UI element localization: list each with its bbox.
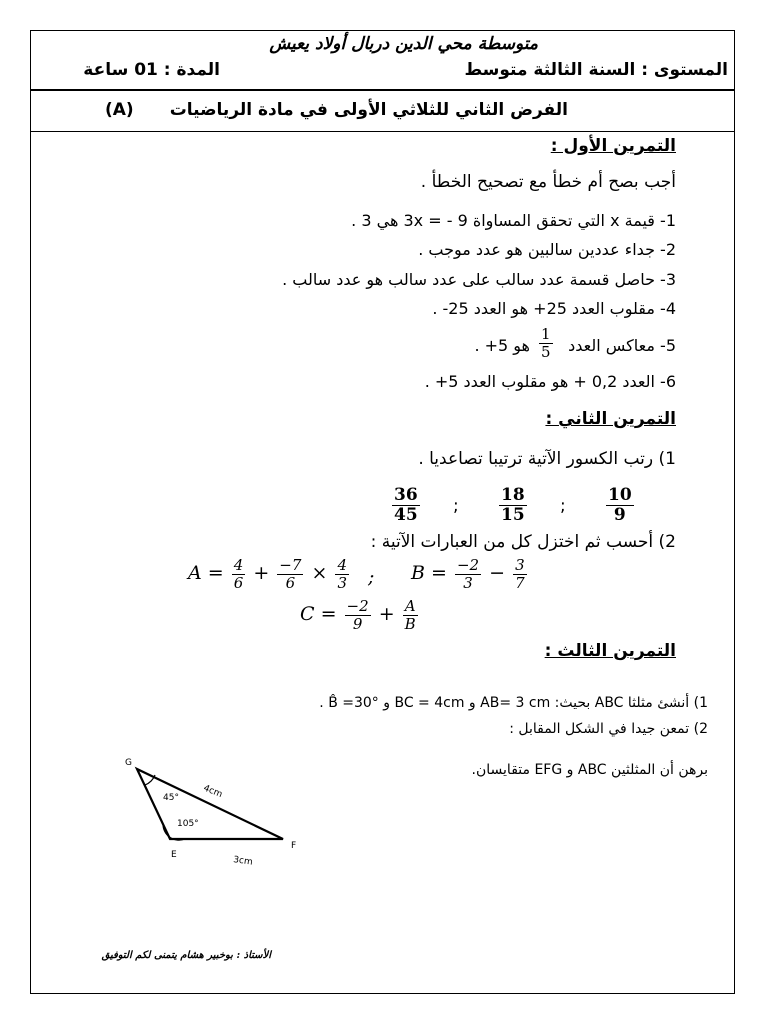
fraction-denominator: 45: [394, 504, 418, 525]
fraction-36-45: [390, 486, 422, 524]
fraction-numerator: −2: [456, 556, 480, 574]
separator: ;: [453, 496, 459, 516]
ex2-question-2: 2) أحسب ثم اختزل كل من العبارات الآتية :: [370, 532, 676, 552]
operator: −: [489, 562, 506, 584]
fraction-denominator: 3: [463, 573, 473, 592]
label-g: G: [125, 758, 132, 768]
fraction-18-15: [497, 486, 529, 524]
ex1-item-2: 2- جداء عددين سالبين هو عدد موجب .: [418, 240, 676, 259]
fraction-denominator: 15: [501, 504, 525, 525]
angle-e-label: 105°: [177, 819, 199, 829]
fraction-numerator: 4: [233, 556, 244, 574]
fraction-denominator: B: [404, 614, 416, 633]
fraction-denominator: 9: [352, 614, 363, 633]
label-f: F: [291, 841, 297, 851]
ex3-question-1: 1) أنشئ مثلثا ABC بحيث: AB= 3 cm و BC = 4cm و B̂ =30° .: [319, 695, 708, 711]
teacher-signature: الأستاذ : بوخبير هشام يتمنى لكم التوفيق: [101, 950, 271, 961]
fraction-numerator: 10: [608, 485, 632, 505]
fraction-numerator: −7: [279, 556, 302, 574]
fraction-numerator: 36: [394, 485, 418, 505]
fraction-denominator: 3: [337, 573, 347, 592]
separator: ;: [368, 566, 375, 588]
side-ef-label: 3cm: [232, 855, 254, 868]
exam-variant: (A): [105, 100, 134, 120]
ex2-title: التمرين الثاني :: [545, 409, 676, 429]
operator: +: [253, 562, 270, 584]
ex1-item-5-fraction: [537, 326, 555, 360]
expr-b-lhs: B =: [411, 562, 447, 584]
fraction-denominator: 9: [613, 504, 626, 525]
ex1-instruction: أجب بصح أم خطأ مع تصحيح الخطأ .: [420, 172, 676, 192]
triangle-efg-figure: [115, 752, 315, 877]
fraction-numerator: 4: [337, 556, 347, 574]
expression-b: [411, 557, 529, 591]
ex1-item-5: 5- معاكس العدد: [568, 336, 676, 355]
ex1-item-4: 4- مقلوب العدد 25+ هو العدد 25- .: [432, 299, 676, 318]
ex1-item-6: 6- العدد 0,2 + هو مقلوب العدد 5+ .: [424, 372, 676, 391]
ex1-item-3: 3- حاصل قسمة عدد سالب على عدد سالب هو عدد سالب .: [282, 270, 676, 289]
label-e: E: [171, 850, 177, 860]
fraction-denominator: 7: [515, 573, 525, 592]
fraction-denominator: 6: [233, 573, 244, 592]
exam-title: الفرض الثاني للثلاثي الأولى في مادة الرياضيات: [169, 100, 568, 120]
expression-c: [300, 598, 420, 632]
school-name: متوسطة محي الدين دربال أولاد يعيش: [269, 34, 538, 54]
side-gf-label: 4cm: [201, 783, 224, 801]
ex1-title: التمرين الأول :: [550, 136, 676, 156]
angle-g-label: 45°: [163, 793, 179, 803]
fraction-numerator: 3: [515, 556, 525, 574]
ex1-item-5-tail: هو 5+ .: [474, 336, 530, 355]
separator: ;: [560, 496, 566, 516]
fraction-numerator: 1: [541, 325, 551, 343]
fraction-denominator: 6: [285, 573, 296, 592]
expression-a: [188, 557, 351, 591]
fraction-numerator: 18: [501, 485, 525, 505]
fraction-denominator: 5: [541, 342, 551, 361]
ex2-question-1: 1) رتب الكسور الآتية ترتيبا تصاعديا .: [418, 449, 676, 469]
triangle-efg: [137, 769, 283, 839]
operator: +: [378, 603, 395, 625]
expr-a-lhs: A =: [188, 562, 224, 584]
ex3-question-3: برهن أن المثلثين ABC و EFG متقايسان.: [471, 762, 708, 778]
duration-label: المدة : 01 ساعة: [83, 60, 220, 80]
expr-c-lhs: C =: [300, 603, 337, 625]
ex1-item-1: 1- قيمة x التي تحقق المساواة 9 - = 3x هي 3 .: [351, 211, 676, 230]
ex3-title: التمرين الثالث :: [544, 641, 676, 661]
fraction-numerator: A: [404, 597, 416, 615]
fraction-numerator: −2: [346, 597, 369, 615]
operator: ×: [311, 562, 328, 584]
level-label: المستوى : السنة الثالثة متوسط: [464, 60, 728, 80]
fraction-10-9: [604, 486, 636, 524]
ex3-question-2: 2) تمعن جيدا في الشكل المقابل :: [509, 721, 708, 737]
